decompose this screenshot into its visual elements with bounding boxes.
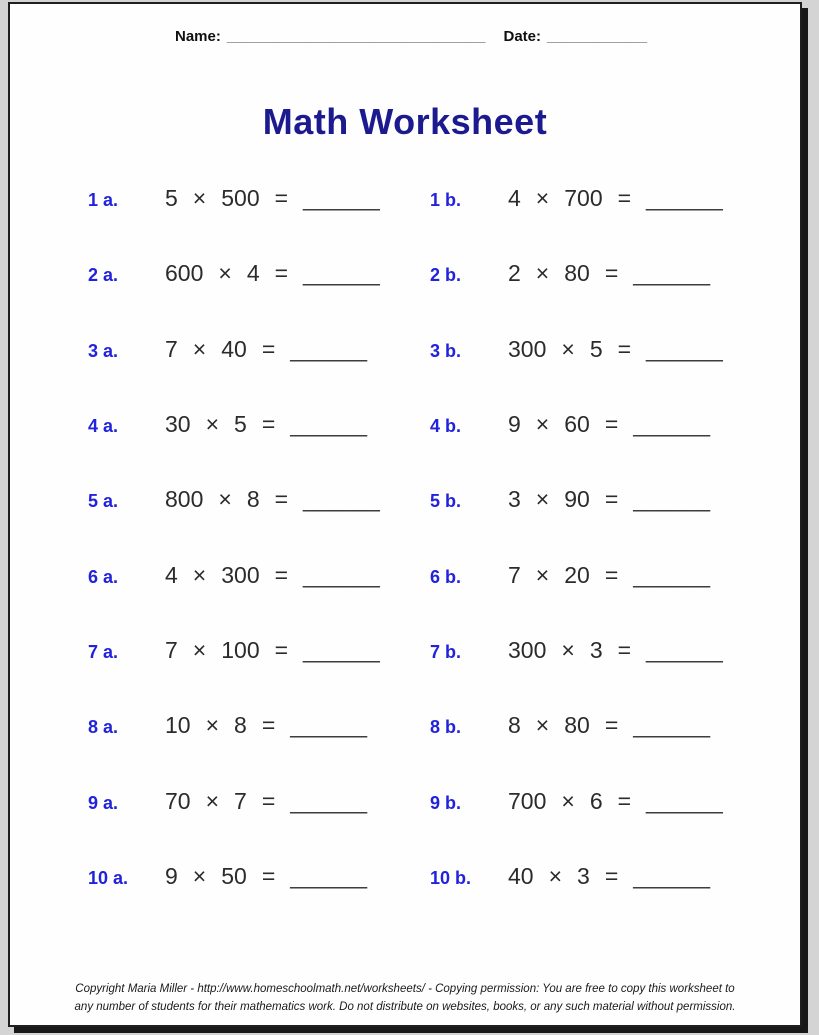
factor1: 9 <box>165 862 178 889</box>
factor1: 5 <box>165 185 178 212</box>
factor2: 5 <box>589 335 603 362</box>
answer-blank: ______ <box>303 636 380 663</box>
factor1: 9 <box>508 411 521 438</box>
factor2: 40 <box>221 335 247 362</box>
problem-row-5 <box>10 462 800 537</box>
answer-blank: ______ <box>633 411 711 438</box>
problem-row-4 <box>10 387 800 462</box>
times-sign: × <box>535 712 550 739</box>
factor1: 3 <box>508 486 521 513</box>
factor1: 70 <box>165 787 191 814</box>
times-sign: × <box>218 260 232 287</box>
times-sign: × <box>535 411 550 438</box>
answer-blank: ______ <box>290 862 368 889</box>
problem-5a <box>165 486 430 513</box>
problem-row-1 <box>10 161 800 236</box>
factor2: 4 <box>246 260 260 287</box>
problem-3a <box>165 336 430 363</box>
problem-row-8 <box>10 688 800 763</box>
problem-4b <box>508 411 800 438</box>
answer-blank: ______ <box>646 185 723 212</box>
problem-row-6 <box>10 537 800 612</box>
problem-2a <box>165 260 430 287</box>
problem-number-5b: 5 b. <box>430 491 462 512</box>
factor1: 2 <box>508 260 521 287</box>
problem-number-6a: 6 a. <box>88 566 119 587</box>
problem-number-8b: 8 b. <box>430 717 462 738</box>
factor2: 300 <box>221 561 260 588</box>
times-sign: × <box>192 335 207 362</box>
problem-number-2b: 2 b. <box>430 265 462 286</box>
equals-sign: = <box>604 712 619 739</box>
answer-blank: ______ <box>290 712 368 739</box>
problem-10b <box>508 863 800 890</box>
equals-sign: = <box>261 862 276 889</box>
problem-number-2a: 2 a. <box>88 265 119 286</box>
problem-number-4b: 4 b. <box>430 416 462 437</box>
answer-blank: ______ <box>290 335 368 362</box>
problem-number-9b: 9 b. <box>430 792 462 813</box>
equals-sign: = <box>261 787 276 814</box>
problem-4a <box>165 411 430 438</box>
problem-number-5a: 5 a. <box>88 491 119 512</box>
header <box>175 28 647 45</box>
answer-blank: ______ <box>633 862 711 889</box>
times-sign: × <box>535 185 550 212</box>
problem-1a <box>165 185 430 212</box>
problem-number-10a: 10 a. <box>88 867 129 888</box>
problem-number-4a: 4 a. <box>88 416 119 437</box>
date-blank-line: ____________ <box>547 28 648 45</box>
problem-number-7b: 7 b. <box>430 641 462 662</box>
times-sign: × <box>192 561 207 588</box>
answer-blank: ______ <box>646 335 723 362</box>
times-sign: × <box>218 486 232 513</box>
answer-blank: ______ <box>290 411 368 438</box>
worksheet-page <box>8 2 802 1027</box>
equals-sign: = <box>274 486 289 513</box>
problem-3b <box>508 336 800 363</box>
problem-number-9a: 9 a. <box>88 792 119 813</box>
factor2: 7 <box>234 787 247 814</box>
equals-sign: = <box>617 335 632 362</box>
factor1: 700 <box>508 787 547 814</box>
factor1: 10 <box>165 712 191 739</box>
problem-9a <box>165 788 430 815</box>
factor2: 80 <box>564 712 590 739</box>
equals-sign: = <box>604 411 619 438</box>
times-sign: × <box>205 411 220 438</box>
factor2: 6 <box>589 787 603 814</box>
factor2: 60 <box>564 411 590 438</box>
problem-row-10 <box>10 839 800 914</box>
answer-blank: ______ <box>633 260 711 287</box>
factor1: 800 <box>165 486 204 513</box>
problem-9b <box>508 788 800 815</box>
problem-row-9 <box>10 763 800 838</box>
factor1: 7 <box>508 561 521 588</box>
times-sign: × <box>192 862 207 889</box>
factor1: 4 <box>165 561 178 588</box>
name-blank-line: _______________________________ <box>226 28 486 45</box>
factor2: 8 <box>234 712 247 739</box>
problem-5b <box>508 486 800 513</box>
problem-1b <box>508 185 800 212</box>
factor1: 7 <box>165 335 178 362</box>
factor1: 4 <box>508 185 521 212</box>
answer-blank: ______ <box>633 486 711 513</box>
factor2: 700 <box>564 185 603 212</box>
answer-blank: ______ <box>290 787 368 814</box>
problem-number-6b: 6 b. <box>430 566 462 587</box>
problem-number-10b: 10 b. <box>430 867 472 888</box>
factor2: 5 <box>234 411 247 438</box>
times-sign: × <box>535 486 550 513</box>
times-sign: × <box>548 862 563 889</box>
times-sign: × <box>205 787 220 814</box>
answer-blank: ______ <box>646 787 723 814</box>
equals-sign: = <box>604 260 619 287</box>
problem-6a <box>165 562 430 589</box>
answer-blank: ______ <box>303 486 380 513</box>
equals-sign: = <box>617 185 632 212</box>
problem-6b <box>508 562 800 589</box>
times-sign: × <box>192 636 207 663</box>
equals-sign: = <box>604 486 619 513</box>
equals-sign: = <box>274 260 289 287</box>
problem-number-1a: 1 a. <box>88 190 119 211</box>
factor2: 80 <box>564 260 590 287</box>
equals-sign: = <box>617 636 632 663</box>
times-sign: × <box>561 335 575 362</box>
factor2: 20 <box>564 561 590 588</box>
equals-sign: = <box>274 561 289 588</box>
answer-blank: ______ <box>633 561 711 588</box>
factor2: 3 <box>589 636 603 663</box>
problem-row-3 <box>10 312 800 387</box>
factor1: 300 <box>508 335 547 362</box>
factor2: 50 <box>221 862 247 889</box>
problem-7a <box>165 637 430 664</box>
page-title: Math Worksheet <box>262 101 548 142</box>
problem-number-8a: 8 a. <box>88 717 119 738</box>
factor2: 8 <box>246 486 260 513</box>
times-sign: × <box>561 636 575 663</box>
answer-blank: ______ <box>633 712 711 739</box>
times-sign: × <box>535 260 550 287</box>
factor1: 300 <box>508 636 547 663</box>
problem-number-1b: 1 b. <box>430 190 462 211</box>
name-label: Name: <box>175 28 221 45</box>
factor1: 7 <box>165 636 178 663</box>
factor1: 8 <box>508 712 521 739</box>
equals-sign: = <box>617 787 632 814</box>
problem-2b <box>508 260 800 287</box>
equals-sign: = <box>261 712 276 739</box>
factor1: 600 <box>165 260 204 287</box>
times-sign: × <box>192 185 207 212</box>
times-sign: × <box>535 561 550 588</box>
answer-blank: ______ <box>646 636 723 663</box>
factor1: 40 <box>508 862 534 889</box>
factor2: 100 <box>221 636 260 663</box>
answer-blank: ______ <box>303 561 380 588</box>
factor1: 30 <box>165 411 191 438</box>
problem-10a <box>165 863 430 890</box>
problems-grid <box>10 161 800 914</box>
times-sign: × <box>561 787 575 814</box>
problem-7b <box>508 637 800 664</box>
problem-number-7a: 7 a. <box>88 641 119 662</box>
answer-blank: ______ <box>303 260 380 287</box>
date-label: Date: <box>503 28 541 45</box>
factor2: 500 <box>221 185 260 212</box>
problem-8b <box>508 712 800 739</box>
copyright-notice: Copyright Maria Miller - http://www.homeschoolmath.net/worksheets/ - Copying permission: You are free to copy this worksheet to any number of students for their mathematics work. Do not distribute on websites, books, or any such material without permission. <box>74 982 736 1014</box>
equals-sign: = <box>604 862 619 889</box>
problem-8a <box>165 712 430 739</box>
factor2: 3 <box>577 862 590 889</box>
equals-sign: = <box>274 185 289 212</box>
factor2: 90 <box>564 486 590 513</box>
problem-number-3a: 3 a. <box>88 340 119 361</box>
equals-sign: = <box>274 636 289 663</box>
equals-sign: = <box>604 561 619 588</box>
equals-sign: = <box>261 411 276 438</box>
problem-row-2 <box>10 236 800 311</box>
answer-blank: ______ <box>303 185 380 212</box>
problem-row-7 <box>10 613 800 688</box>
problem-number-3b: 3 b. <box>430 340 462 361</box>
times-sign: × <box>205 712 220 739</box>
equals-sign: = <box>261 335 276 362</box>
